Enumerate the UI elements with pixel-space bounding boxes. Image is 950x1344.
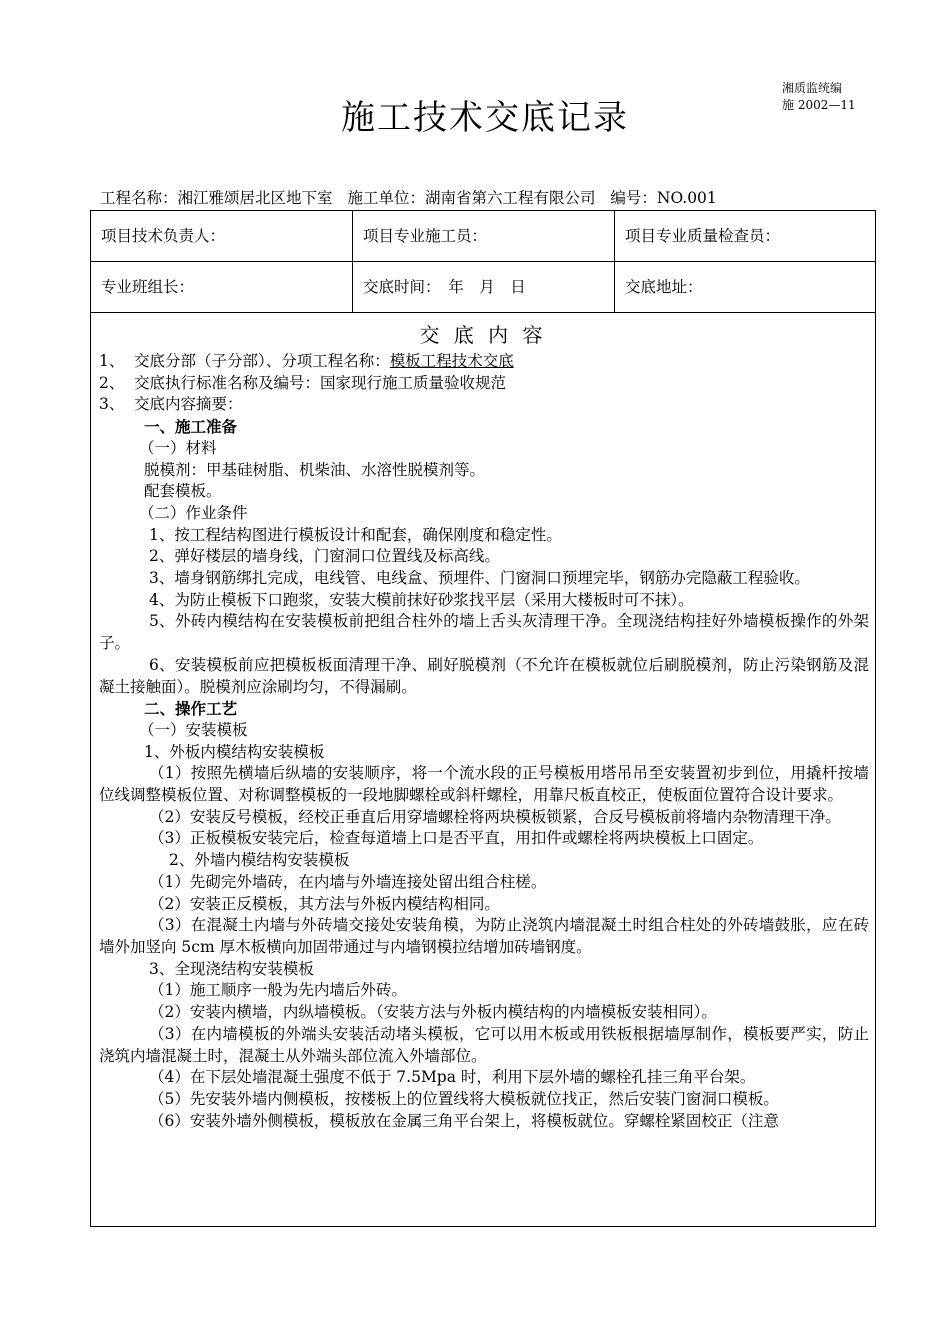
paragraph: （3）在内墙模板的外端头安装活动堵头模板，它可以用木板或用铁板根据墙厚制作，模板要严实，防止浇筑内墙混凝土时，混凝土从外端头部位流入外墙部位。 (99, 1024, 869, 1065)
paragraph: （3）在混凝土内墙与外砖墙交接处安装角模，为防止浇筑内墙混凝土时组合柱处的外砖墙鼓胀，应在砖墙外加竖向 5cm 厚木板横向加固带通过与内墙钢模拉结增加砖墙钢度。 (99, 916, 869, 956)
record-table (90, 210, 876, 1227)
document-number: 编号：NO.001 (610, 189, 717, 207)
paragraph: 1、按工程结构图进行模板设计和配套，确保刚度和稳定性。 (149, 525, 562, 544)
info-row-1 (91, 211, 875, 262)
tech-leader-cell: 项目技术负责人： (91, 211, 353, 261)
team-leader-cell: 专业班组长： (91, 262, 353, 312)
paragraph: （1）施工顺序一般为先内墙后外砖。 (149, 981, 407, 1000)
paragraph: 3、墙身钢筋绑扎完成，电线管、电线盒、预埋件、门窗洞口预埋完毕，钢筋办完隐蔽工程验收。 (149, 569, 810, 588)
content-item-3: 3、 交底内容摘要： (99, 395, 243, 414)
paragraph: （2）安装反号模板，经校正垂直后用穿墙螺栓将两块模板锁紧，合反号模板前将墙内杂物清理干净。 (149, 807, 841, 826)
paragraph: 2、弹好楼层的墙身线，门窗洞口位置线及标高线。 (149, 547, 500, 566)
content-item-2: 2、 交底执行标准名称及编号：国家现行施工质量验收规范 (99, 373, 507, 392)
paragraph: （2）安装内横墙，内纵墙模板。（安装方法与外板内模结构的内墙模板安装相同）。 (149, 1003, 717, 1022)
project-subitem-name: 模板工程技术交底 (389, 352, 514, 370)
paragraph: （6）安装外墙外侧模板，模板放在金属三角平台架上，将模板就位。穿螺栓紧固校正（注意 (149, 1111, 779, 1130)
handover-time-cell: 交底时间： 年 月 日 (353, 262, 615, 312)
document-title: 施工技术交底记录 (341, 98, 629, 138)
paragraph: 4、为防止模板下口跑浆，安装大模前抹好砂浆找平层（采用大楼板时可不抹）。 (149, 590, 694, 609)
content-title: 交 底 内 容 (419, 323, 547, 347)
paragraph: 3、全现浇结构安装模板 (149, 959, 314, 978)
paragraph: （3）正板模板安装完后，检查每道墙上口是否平直，用扣件或螺栓将两块模板上口固定。 (149, 829, 764, 848)
section-heading: 一、施工准备 (144, 417, 238, 437)
subsection-heading: （一）材料 (139, 438, 217, 457)
paragraph: （4）在下层处墙混凝土强度不低于 7.5Mpa 时，利用下层外墙的螺栓孔挂三角平台架。 (149, 1068, 756, 1087)
section-heading: 二、操作工艺 (144, 699, 238, 719)
project-name: 工程名称：湘江雅颂居北区地下室 (100, 189, 333, 207)
quality-inspector-cell: 项目专业质量检查员： (625, 227, 781, 245)
subsection-heading: （一）安装模板 (139, 720, 248, 739)
paragraph: （1）先砌完外墙砖，在内墙与外墙连接处留出组合柱槎。 (149, 872, 547, 891)
paragraph: （1）按照先横墙后纵墙的安装顺序，将一个流水段的正号模板用塔吊吊至安装置初步到位，用撬杆按墙位线调整模板位置、对称调整模板的一段地脚螺栓或斜杆螺栓，用靠尺板直校正，使板面位置符合设计要求。 (99, 764, 869, 805)
content-item-1: 1、 交底分部（子分部）、分项工程名称：模板工程技术交底 (99, 352, 514, 370)
subsection-heading: （二）作业条件 (139, 503, 248, 522)
paragraph: 2、外墙内模结构安装模板 (169, 851, 350, 870)
paragraph: （5）先安装外墙内侧模板，按楼板上的位置线将大模板就位找正，然后安装门窗洞口模板。 (149, 1089, 779, 1108)
construction-staff-cell: 项目专业施工员： (353, 211, 615, 261)
project-info-line (100, 186, 727, 208)
handover-address-cell: 交底地址： (625, 278, 703, 296)
paragraph: 6、安装模板前应把模板板面清理干净、刷好脱模剂（不允许在模板就位后刷脱模剂，防止污染钢筋及混凝土接触面）。脱模剂应涂刷均匀，不得漏刷。 (99, 655, 869, 696)
content-body (99, 351, 869, 1132)
construction-unit: 施工单位：湖南省第六工程有限公司 (347, 189, 596, 207)
paragraph: 脱模剂：甲基硅树脂、机柴油、水溶性脱模剂等。 (144, 460, 486, 479)
paragraph: 5、外砖内模结构在安装模板前把组合柱外的墙上舌头灰清理干净。全现浇结构挂好外墙模板操作的外架子。 (99, 612, 869, 653)
paragraph: 配套模板。 (144, 482, 222, 501)
form-code-line2: 施 2002—11 (782, 98, 856, 112)
paragraph: （2）安装正反模板，其方法与外板内模结构相同。 (149, 894, 500, 913)
paragraph: 1、外板内模结构安装模板 (144, 742, 325, 761)
form-code-line1: 湘质监统编 (782, 81, 843, 95)
info-row-2 (91, 262, 875, 313)
